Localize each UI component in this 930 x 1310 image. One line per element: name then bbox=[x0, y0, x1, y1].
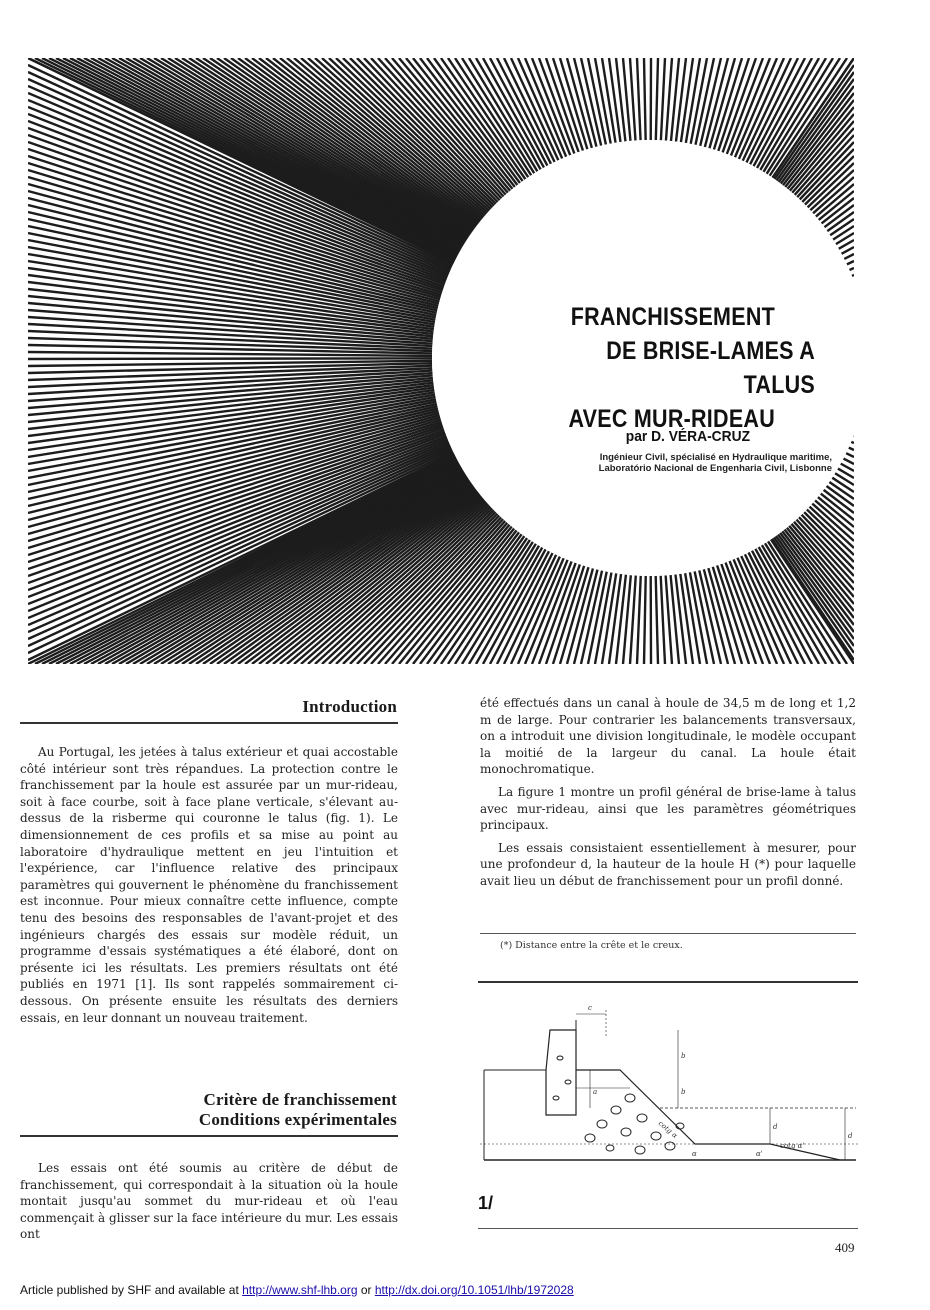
author: par D. VÉRA-CRUZ bbox=[625, 428, 750, 445]
title-line-1: FRANCHISSEMENT bbox=[570, 303, 775, 331]
footnote-rule bbox=[480, 933, 856, 934]
banner-line bbox=[609, 58, 620, 142]
label-b1: b bbox=[681, 1088, 686, 1096]
label-b: b bbox=[681, 1052, 686, 1060]
banner-line bbox=[644, 58, 646, 140]
right-paragraph-1: été effectués dans un canal à houle de 34,5 m de long et 1,2 m de large. Pour contrarier les balancements transversaux, on a introduit une division longitudinale, le modèle occupant la moitié de la largeur du canal. La houle était monochromatique. bbox=[480, 696, 856, 777]
stone bbox=[565, 1080, 571, 1084]
banner-line bbox=[644, 576, 646, 664]
label-cotg: cotg α bbox=[656, 1119, 680, 1140]
label-a: a bbox=[593, 1088, 598, 1096]
criteria-heading-rule bbox=[20, 1135, 398, 1137]
stone bbox=[597, 1120, 607, 1128]
banner-line bbox=[849, 268, 854, 270]
banner-line bbox=[852, 275, 854, 276]
banner-line bbox=[630, 576, 636, 664]
stone bbox=[553, 1096, 559, 1100]
intro-heading-rule bbox=[20, 722, 398, 724]
banner-line bbox=[656, 58, 658, 140]
citation-prefix: Article published by SHF and available at bbox=[20, 1283, 243, 1297]
stone bbox=[611, 1106, 621, 1114]
stone bbox=[625, 1094, 635, 1102]
stone bbox=[665, 1142, 675, 1150]
article-title bbox=[500, 300, 815, 436]
banner-line bbox=[841, 464, 854, 471]
banner-line bbox=[637, 58, 641, 140]
title-line-2: DE BRISE-LAMES A TALUS bbox=[606, 337, 815, 399]
label-alpha: α bbox=[692, 1150, 697, 1158]
citation-mid: or bbox=[357, 1283, 375, 1297]
criteria-heading-line-1: Critère de franchissement bbox=[203, 1090, 397, 1109]
banner-line bbox=[656, 576, 658, 664]
right-paragraph-3: Les essais consistaient essentiellement à mesurer, pour une profondeur d, la hauteur de la houle H (*) pour laquelle avait lieu un début de franchissement pour un profil donné. bbox=[480, 840, 856, 888]
citation-footer bbox=[20, 1283, 574, 1297]
stone bbox=[557, 1056, 563, 1060]
stone bbox=[606, 1145, 614, 1151]
banner-line bbox=[661, 58, 665, 140]
label-d: d bbox=[848, 1132, 853, 1140]
figure-top-rule bbox=[478, 981, 858, 983]
banner-line bbox=[846, 453, 854, 457]
crown-wall bbox=[546, 1030, 576, 1115]
banner-line bbox=[843, 459, 854, 464]
stone bbox=[621, 1128, 631, 1136]
stone bbox=[635, 1146, 645, 1154]
doi-link[interactable]: http://dx.doi.org/10.1051/lhb/1972028 bbox=[374, 1283, 574, 1297]
intro-text: Au Portugal, les jetées à talus extérieur et quai accostable côté intérieur sont très répandues. La protection contre le franchissement par la houle est assurée par un mur-rideau, soit à face courbe, soit à face plane verticale, s'élevant au-dessus de la risberme qui couronne le talus (fig. 1). Le dimensionnement de ces profils et sa mise au point au laboratoire d'hydraulique mettent en jeu l'intuition et l'expérience, car l'influence relative des principaux paramètres qui gouvernent le phénomène du franchissement est inconnue. Pour mieux connaître cette influence, compte tenu des besoins des responsables de l'avant-projet et des ingénieurs chargés des essais sur modèle réduit, un programme d'essais systématiques a été élaboré, dont on présente ici les résultats. Les premiers résultats ont été publiés en 1971 [1]. Ils sont rappelés sommairement ci-dessous. On présente ensuite les résultats des derniers essais, en leur donnant un nouveau traitement. bbox=[20, 745, 398, 1025]
banner-line bbox=[833, 226, 854, 240]
label-cotg2: cotg α' bbox=[780, 1142, 805, 1150]
criteria-heading-line-2: Conditions expérimentales bbox=[198, 1110, 397, 1129]
criteria-heading bbox=[100, 1090, 397, 1130]
title-line-3: AVEC MUR-RIDEAU bbox=[568, 405, 775, 433]
banner-line bbox=[630, 58, 635, 140]
figure-number: 1/ bbox=[478, 1193, 494, 1213]
banner-line bbox=[704, 569, 728, 664]
banner-line bbox=[637, 576, 641, 664]
banner-line bbox=[567, 58, 592, 148]
criteria-text: Les essais ont été soumis au critère de début de franchissement, qui correspondait à la situation où la houle montait jusqu'au sommet du mur-rideau et où l'eau commençait à glisser sur la face intérieure du mur. Les essais ont bbox=[20, 1161, 398, 1242]
intro-paragraph bbox=[20, 744, 398, 1026]
figure-bottom-rule bbox=[478, 1228, 858, 1229]
page-number: 409 bbox=[835, 1240, 855, 1255]
banner-line bbox=[851, 442, 854, 443]
right-paragraph-2: La figure 1 montre un profil général de brise-lame à talus avec mur-rideau, ainsi que les paramètres géométriques principaux. bbox=[480, 784, 856, 833]
stone bbox=[637, 1114, 647, 1122]
author-affiliation bbox=[480, 452, 832, 474]
banner-line bbox=[841, 247, 854, 254]
figure-1-breakwater-profile bbox=[480, 998, 860, 1188]
banner-line bbox=[844, 254, 854, 259]
right-column-text bbox=[480, 695, 856, 890]
footnote: (*) Distance entre la crête et le creux. bbox=[500, 940, 683, 951]
label-alpha2: α' bbox=[756, 1150, 763, 1158]
intro-heading: Introduction bbox=[302, 697, 397, 716]
affiliation-line-2: Laboratório Nacional de Engenharia Civil, Lisbonne bbox=[598, 463, 832, 474]
criteria-paragraph bbox=[20, 1160, 398, 1243]
banner-line bbox=[28, 358, 432, 359]
banner-line bbox=[847, 261, 854, 264]
stone bbox=[585, 1134, 595, 1142]
stone bbox=[651, 1132, 661, 1140]
banner-line bbox=[849, 448, 854, 450]
affiliation-line-1: Ingénieur Civil, spécialisé en Hydraulique maritime, bbox=[599, 452, 832, 463]
banner-line bbox=[709, 58, 735, 148]
label-c: c bbox=[588, 1004, 592, 1012]
banner-line bbox=[661, 576, 665, 664]
shf-link[interactable]: http://www.shf-lhb.org bbox=[242, 1283, 358, 1297]
label-d1: d bbox=[773, 1123, 778, 1131]
